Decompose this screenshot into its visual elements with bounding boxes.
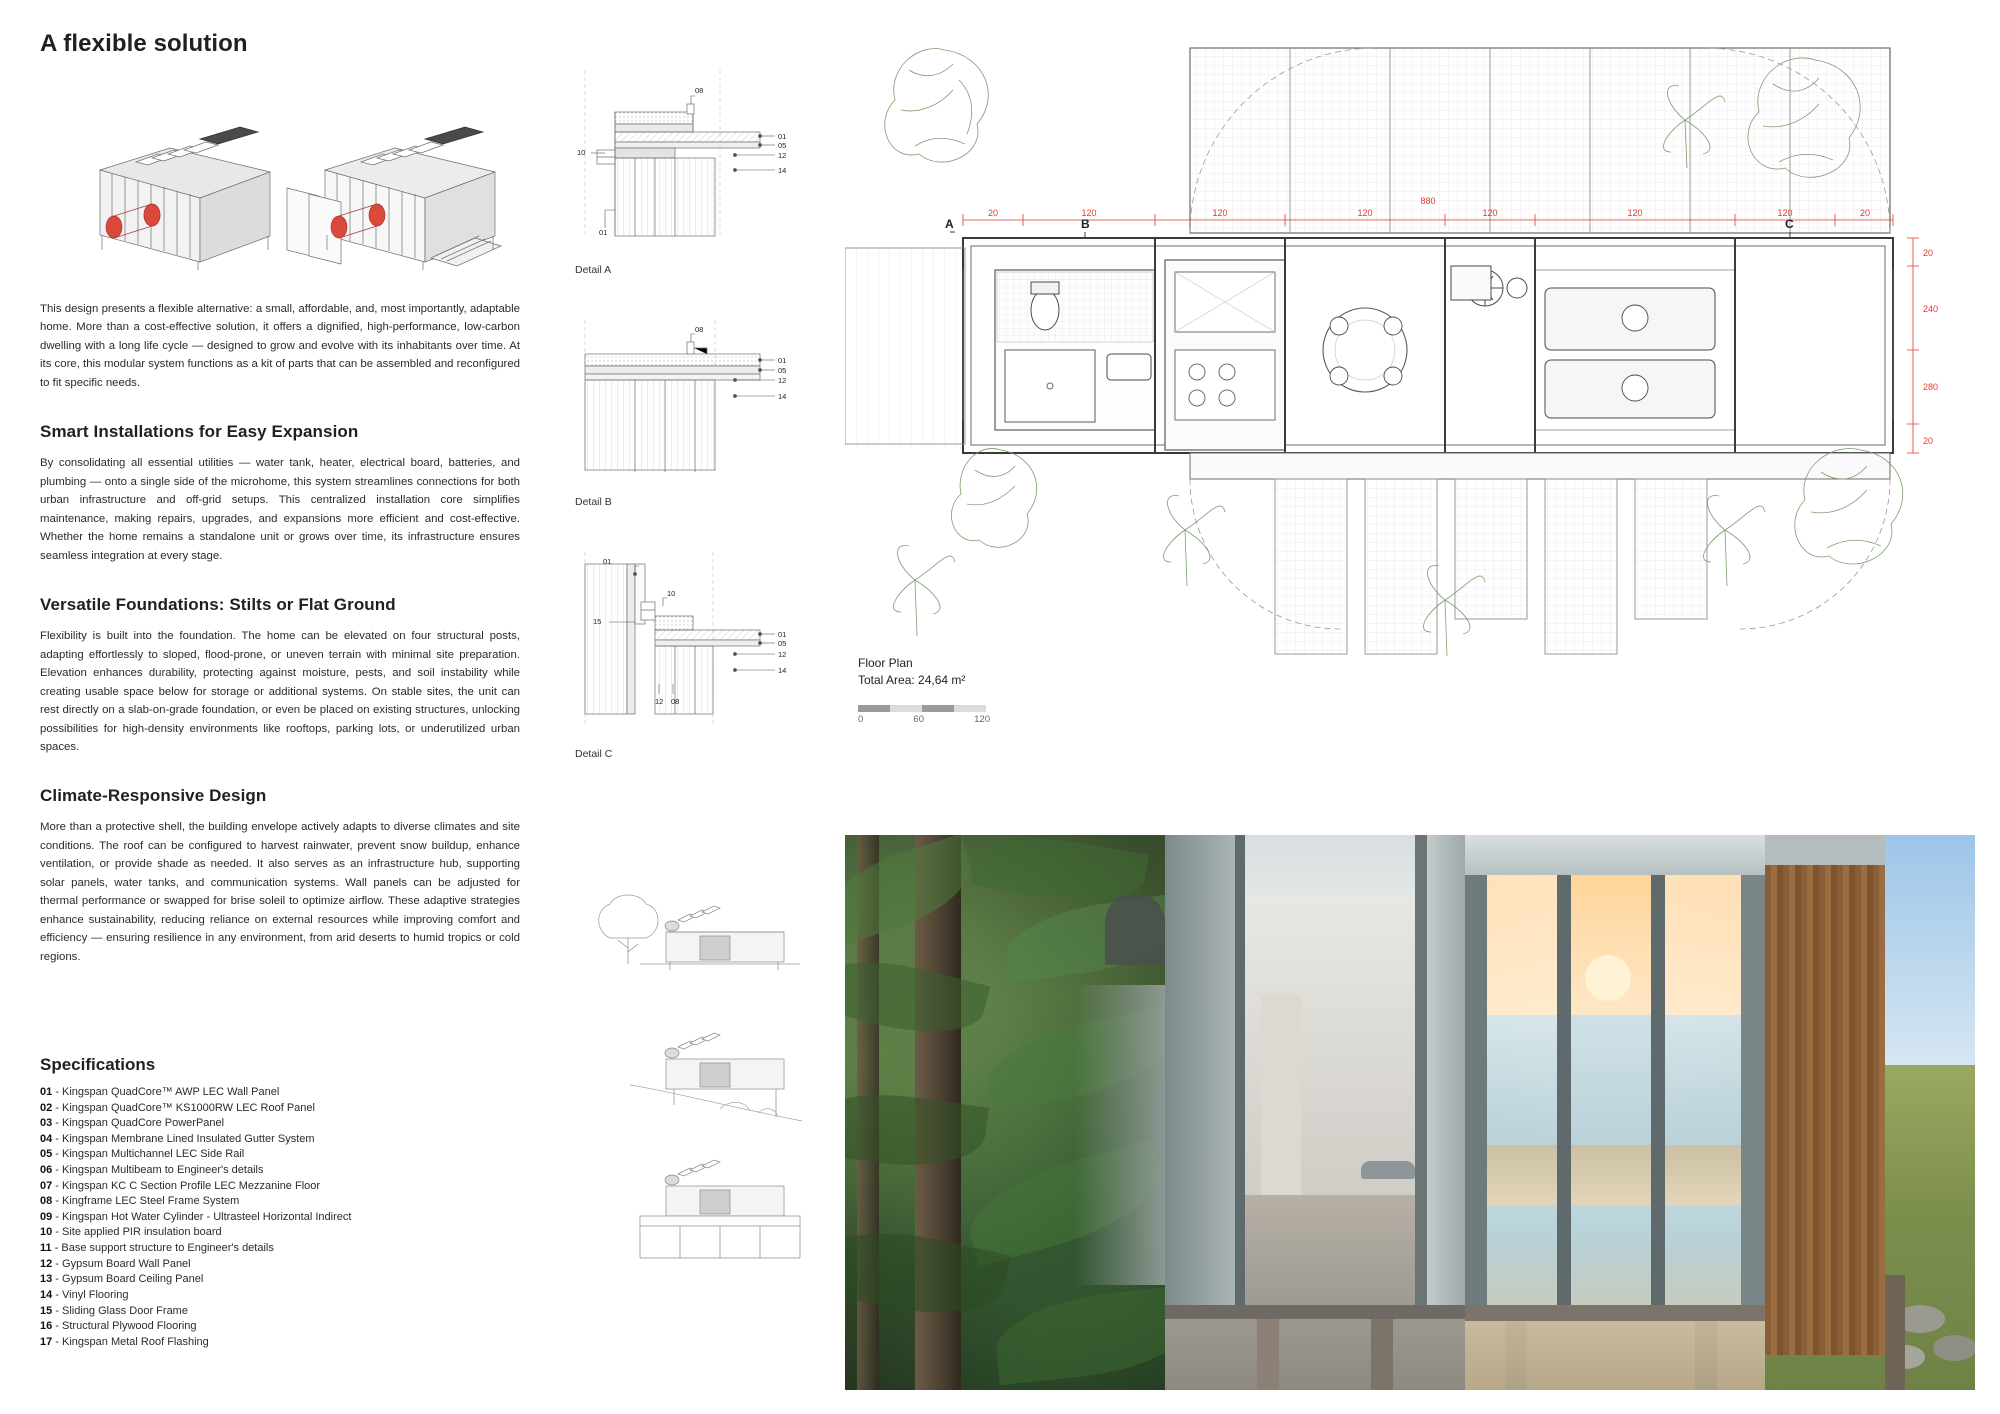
detail-c-svg — [575, 544, 805, 744]
plan-dimension: 120 — [1777, 208, 1793, 218]
isometric-svg — [40, 110, 560, 270]
scale-bar — [858, 705, 988, 725]
spec-item: 12 - Gypsum Board Wall Panel — [40, 1257, 191, 1270]
photo-strip — [845, 835, 1975, 1390]
section-body-2: Flexibility is built into the foundation. The home can be elevated on four structural posts, adapting effortlessly to sloped, flood-prone, or uneven terrain with minimal site preparation. Elevation enhances durability, protecting against moisture, pests, and soil instability while creating usable space below for storage or additional systems. On stable sites, the unit can rest directly on a slab-on-grade foundation, or even be placed on existing structures, unlocking possibilities for high-density environments like rooftops, parking lots, or underutilized urban spaces. — [40, 630, 520, 753]
elevation-slope-svg — [570, 1013, 805, 1123]
detail-c-callout: 05 — [778, 639, 787, 648]
section-heading-3: Climate-Responsive Design — [40, 786, 267, 806]
detail-b-svg — [575, 312, 805, 492]
detail-a-svg — [575, 60, 805, 260]
spec-item: 03 - Kingspan QuadCore PowerPanel — [40, 1117, 225, 1130]
spec-item: 14 - Vinyl Flooring — [40, 1288, 129, 1301]
spec-item: 15 - Sliding Glass Door Frame — [40, 1304, 188, 1317]
detail-a-callout: 10 — [577, 148, 586, 157]
spec-item: 05 - Kingspan Multichannel LEC Side Rail — [40, 1148, 245, 1161]
detail-c-callout: 10 — [667, 589, 676, 598]
detail-c-callout: 08 — [671, 697, 680, 706]
detail-a-callout: 14 — [778, 166, 787, 175]
detail-c-callout: 15 — [593, 617, 602, 626]
detail-b-callout: 08 — [695, 325, 704, 334]
detail-b-callout: 01 — [778, 356, 787, 365]
photo-interior-city — [1165, 835, 1465, 1390]
spec-item: 11 - Base support structure to Engineer's details — [40, 1242, 274, 1255]
spec-item: 10 - Site applied PIR insulation board — [40, 1226, 222, 1239]
spec-item: 02 - Kingspan QuadCore™ KS1000RW LEC Roof Panel — [40, 1101, 315, 1114]
elevation-flat-svg — [570, 880, 805, 990]
specifications-block — [40, 1055, 510, 1350]
plan-dimension: 20 — [987, 208, 999, 218]
plan-dimension: 120 — [1482, 208, 1498, 218]
spec-item: 06 - Kingspan Multibeam to Engineer's details — [40, 1164, 264, 1177]
plan-dimension: 280 — [1923, 382, 1939, 392]
detail-b-label: Detail B — [575, 496, 612, 508]
photo-beach — [1465, 835, 1765, 1390]
scale-tick: 0 — [858, 714, 864, 725]
spec-item: 01 - Kingspan QuadCore™ AWP LEC Wall Panel — [40, 1086, 280, 1098]
detail-b — [575, 312, 805, 508]
spec-item: 04 - Kingspan Membrane Lined Insulated Gutter System — [40, 1132, 315, 1145]
scale-bar-ticks — [858, 714, 990, 725]
isometric-diagrams — [40, 110, 560, 270]
detail-a-callout: 05 — [778, 141, 787, 150]
detail-b-callout: 12 — [778, 376, 787, 385]
specifications-heading: Specifications — [40, 1055, 156, 1074]
scale-tick: 60 — [913, 714, 924, 725]
plan-dimension: 880 — [1420, 196, 1436, 206]
elevation-slab-svg — [570, 1146, 805, 1266]
elevation-flat — [570, 880, 805, 995]
detail-drawings — [575, 60, 805, 796]
photo-highland — [1765, 835, 1975, 1390]
spec-item: 07 - Kingspan KC C Section Profile LEC Mezzanine Floor — [40, 1179, 321, 1192]
detail-a-callout: 01 — [778, 132, 787, 141]
detail-a-callout: 12 — [778, 151, 787, 160]
section-heading-2: Versatile Foundations: Stilts or Flat Ground — [40, 595, 396, 615]
detail-a-callout: 01 — [599, 228, 608, 237]
plan-dimension: 120 — [1357, 208, 1373, 218]
plan-dimension: 120 — [1627, 208, 1643, 218]
section-body-3: More than a protective shell, the building envelope actively adapts to diverse climates and site conditions. The roof can be configured to harvest rainwater, prevent snow buildup, enhance ventilation, or provide shade as needed. It also serves as an infrastructure hub, supporting solar panels, water tanks, and communication systems. Wall panels can be adjusted for thermal performance or swapped for brise soleil to optimize airflow. These adaptive strategies enhance sustainability, reducing reliance on external resources while improving comfort and efficiency — ensuring resilience in any environment, from arid deserts to humid tropics or cold regions. — [40, 821, 520, 963]
detail-c-callout: 12 — [778, 650, 787, 659]
floor-plan — [845, 20, 1975, 820]
plan-dimension: 120 — [1081, 208, 1097, 218]
scale-bar-graphic — [858, 705, 986, 712]
grid-label-b: B — [1081, 217, 1090, 231]
detail-a — [575, 60, 805, 276]
detail-c-callout: 12 — [655, 697, 664, 706]
elevation-slab — [570, 1146, 805, 1271]
plan-caption — [858, 655, 965, 690]
plan-dimension: 120 — [1212, 208, 1228, 218]
detail-c — [575, 544, 805, 760]
plan-dimension: 20 — [1859, 208, 1871, 218]
elevation-slope — [570, 1013, 805, 1128]
plan-dimension: 20 — [1923, 248, 1934, 258]
elevation-thumbnails — [570, 880, 805, 1289]
spec-item: 08 - Kingframe LEC Steel Frame System — [40, 1195, 240, 1208]
spec-item: 09 - Kingspan Hot Water Cylinder - Ultrasteel Horizontal Indirect — [40, 1210, 352, 1223]
spec-item: 17 - Kingspan Metal Roof Flashing — [40, 1335, 209, 1348]
plan-caption-title: Floor Plan — [858, 656, 913, 670]
detail-c-label: Detail C — [575, 748, 613, 760]
spec-item: 16 - Structural Plywood Flooring — [40, 1320, 197, 1333]
plan-caption-area: Total Area: 24,64 m² — [858, 673, 966, 688]
detail-a-callout: 08 — [695, 86, 704, 95]
plan-dimension: 240 — [1923, 304, 1939, 314]
intro-paragraph: This design presents a flexible alternative: a small, affordable, and, most importantly, adaptable home. More than a cost-effective solution, it offers a dignified, high-performance, low-carbon dwelling with a long life cycle — designed to grow and evolve with its inhabitants over time. At its core, this modular system functions as a kit of parts that can be assembled and reconfigured to fit specific needs. — [40, 303, 520, 389]
text-column — [40, 30, 520, 86]
section-heading-1: Smart Installations for Easy Expansion — [40, 422, 359, 442]
detail-c-callout: 14 — [778, 666, 787, 675]
page-title: A flexible solution — [40, 30, 248, 57]
detail-c-callout: 01 — [778, 630, 787, 639]
grid-label-a: A — [945, 217, 954, 231]
section-body-1: By consolidating all essential utilities — water tank, heater, electrical board, batteries, and plumbing — onto a single side of the microhome, this system streamlines connections for both urban infrastructure and off-grid setups. This centralized installation core simplifies maintenance, making repairs, upgrades, and expansions more efficient and cost-effective. Whether the home remains a standalone unit or grows over time, its infrastructure ensures seamless integration at every stage. — [40, 457, 520, 562]
spec-item: 13 - Gypsum Board Ceiling Panel — [40, 1273, 204, 1286]
plan-dimension: 20 — [1923, 436, 1934, 446]
detail-a-label: Detail A — [575, 264, 612, 276]
detail-b-callout: 14 — [778, 392, 787, 401]
floor-plan-svg — [845, 20, 1975, 820]
body-copy — [40, 300, 520, 974]
grid-label-c: C — [1785, 217, 1794, 231]
detail-b-callout: 05 — [778, 366, 787, 375]
photo-forest — [845, 835, 1165, 1390]
detail-c-callout: 01 — [603, 557, 612, 566]
scale-tick: 120 — [974, 714, 990, 725]
